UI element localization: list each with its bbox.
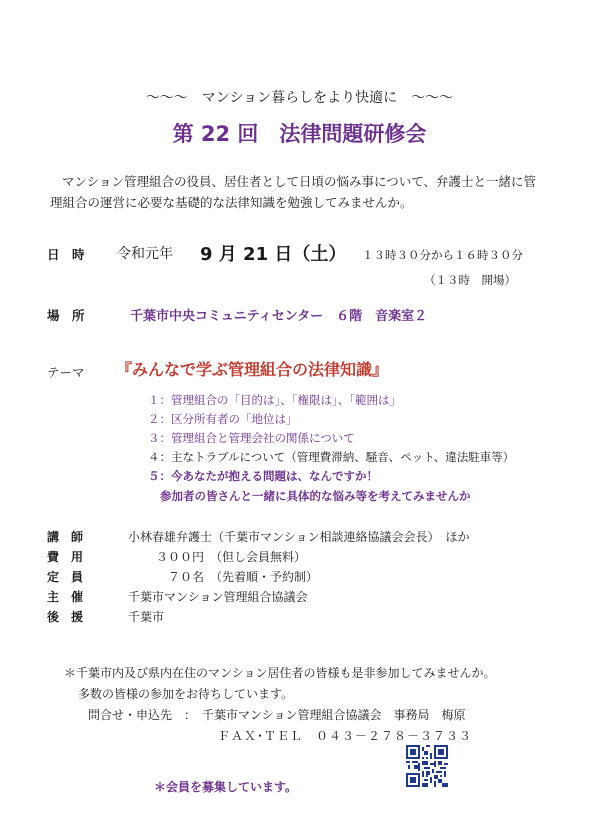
- members-recruit: ＊会員を募集しています。: [154, 780, 298, 794]
- detail-key: 講 師: [47, 530, 84, 544]
- detail-value: ７０名 （先着順・予約制）: [168, 570, 319, 584]
- intro-text: [50, 171, 570, 213]
- detail-value: ３００円 （但し会員無料）: [156, 550, 307, 564]
- tagline: ～～～ マンション暮らしをより快適に ～～～: [145, 90, 454, 106]
- intro-line-1: マンション管理組合の役員、居住者として日頃の悩み事について、弁護士と一緒に管: [62, 174, 536, 189]
- theme-item-2: ２：区分所有者の「地位は」: [148, 412, 298, 426]
- detail-row: [0, 548, 599, 566]
- detail-value: 千葉市: [128, 610, 165, 624]
- date-time: １３時３０分から１６時３０分: [362, 248, 523, 262]
- fax-tel: ＦＡＸ･ＴＥＬ ０４３－２７８－３７３３: [218, 729, 473, 743]
- date-day: 9 月 21 日（土）: [200, 244, 347, 265]
- theme-item-4: ４：主なトラブルについて（管理費滞納、騒音、ペット、違法駐車等）: [148, 450, 515, 464]
- page-title: 第 22 回 法律問題研修会: [172, 122, 427, 146]
- detail-row: [0, 528, 599, 546]
- detail-row: [0, 568, 599, 586]
- intro-line-2: 理組合の運営に必要な基礎的な法律知識を勉強してみませんか。: [50, 195, 413, 210]
- theme-item-6: 参加者の皆さんと一緒に具体的な悩み等を考えてみませんか: [160, 489, 471, 503]
- footer-wait: 多数の皆様の参加をお待ちしています。: [78, 687, 294, 701]
- detail-key: 後 援: [47, 610, 84, 624]
- date-label: 日 時: [47, 247, 85, 262]
- footer-note: ＊千葉市内及び県内在住のマンション居住者の皆様も是非参加してみませんか。: [64, 666, 496, 680]
- venue-label: 場 所: [47, 308, 85, 323]
- detail-value: 千葉市マンション管理組合協議会: [128, 590, 308, 604]
- detail-key: 主 催: [47, 590, 84, 604]
- detail-value: 小林春雄弁護士（千葉市マンション相談連絡協議会会長） ほか: [128, 530, 470, 544]
- detail-row: [0, 588, 599, 606]
- theme-label: テーマ: [47, 365, 85, 380]
- theme-item-1: １：管理組合の「目的は」、「権限は」、「範囲は」: [148, 393, 401, 407]
- qr-code-icon: [406, 745, 448, 787]
- date-era: 令和元年: [117, 246, 173, 262]
- detail-key: 定 員: [47, 570, 84, 584]
- detail-key: 費 用: [47, 550, 84, 564]
- venue-value: 千葉市中央コミュニティセンター ６階 音楽室２: [130, 309, 428, 324]
- theme-item-3: ３：管理組合と管理会社の関係について: [148, 431, 355, 445]
- theme-title: 『みんなで学ぶ管理組合の法律知識』: [116, 360, 389, 379]
- contact-info: 問合せ・申込先 ： 千葉市マンション管理組合協議会 事務局 梅原: [88, 708, 466, 722]
- detail-row: [0, 608, 599, 626]
- theme-item-5: ５：今あなたが抱える問題は、なんですか！: [148, 469, 378, 483]
- date-open: （１３時 開場）: [424, 273, 516, 287]
